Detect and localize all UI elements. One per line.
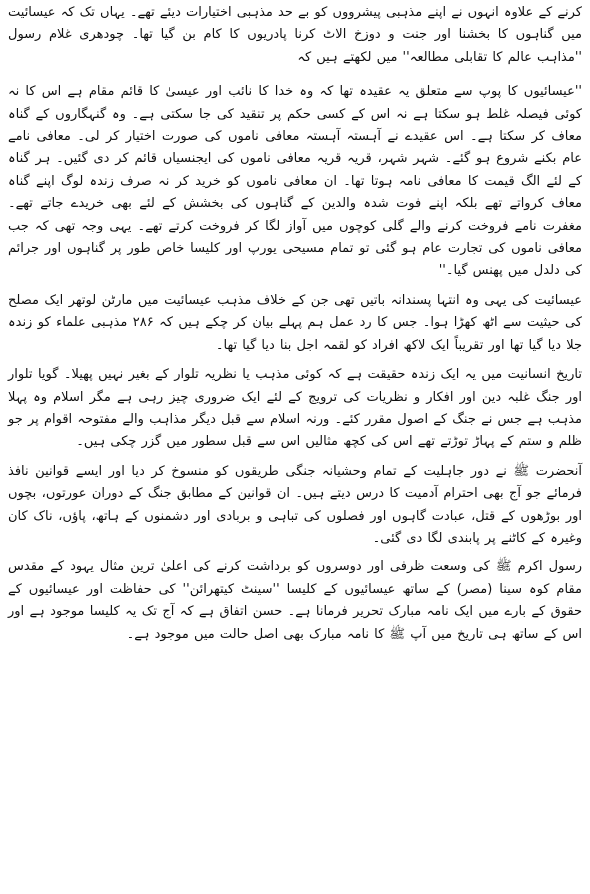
paragraph-prophet-laws: آنحضرت ﷺ نے دور جاہلیت کے تمام وحشیانہ جنگی طریقوں کو منسوخ کر دیا اور ایسے قوانین نافذ فرمائے جو آج بھی احترام آدمیت کا درس دیتے ہیں۔ ان قوانین کے مطابق جنگ کے دوران عورتوں، بچوں اور بوڑھوں کے قتل، عبادت گاہوں اور فصلوں کی تباہی و بربادی اور دشمنوں کے ہاتھ، پاؤں، ناک کان وغیرہ کے کاٹنے پر پابندی لگا دی گئی۔	[8, 463, 582, 546]
paragraph-intro: کرنے کے علاوہ انہوں نے اپنے مذہبی پیشرووں کو بے حد مذہبی اختیارات دیئے تھے۔ یہاں تک کہ عیسائیت میں گناہوں کا بخشنا اور جنت و دوزخ الاٹ کرنا پادریوں کا کام بن گیا تھا۔ چودھری غلام رسول ''مذاہب عالم کا تقابلی مطالعہ'' میں لکھتے ہیں کہ	[8, 5, 582, 65]
paragraph-reform: عیسائیت کی یہی وہ انتہا پسندانہ باتیں تھی جن کے خلاف مذہب عیسائیت میں مارٹن لوتھر ایک مصلح کی حیثیت سے اٹھ کھڑا ہوا۔ جس کا رد عمل ہم پہلے بیان کر چکے ہیں کہ ۲۸۶ مذہبی علماء کو زندہ جلا دیا گیا تھا اور تقریباً ایک لاکھ افراد کو لقمہ اجل بنا دیا گیا تھا۔	[8, 292, 582, 353]
paragraph-quote: ''عیسائیوں کا پوپ سے متعلق یہ عقیدہ تھا کہ وہ خدا کا نائب اور عیسیٰ کا قائم مقام ہے اس کا نہ کوئی فیصلہ غلط ہو سکتا ہے نہ اس کے کسی حکم پر تنقید کی جا سکتی ہے۔ وہ گنہگاروں کے گناہ معاف کر سکتا ہے۔ اس عقیدے نے آہستہ آہستہ معافی ناموں کی صورت اختیار کر لی۔ معافی نامے عام بکنے شروع ہو گئے۔ شہر شہر، قریہ قریہ معافی ناموں کی ایجنسیاں قائم کر دی گئیں۔ ہر گناہ کے لئے الگ قیمت کا معافی نامہ ہوتا تھا۔ ان معافی ناموں کو خرید کر نہ صرف زندہ لوگ اپنے گناہ معاف کرواتے تھے بلکہ اپنے فوت شدہ والدین کے گناہوں کی بخشش کے لئے بھی خریدے جاتے تھے۔ مغفرت نامے فروخت کرنے والے گلی کوچوں میں آواز لگا کر فروخت کرتے تھے۔ یہی وجہ تھی کہ جب معافی ناموں کی تجارت عام ہو گئی تو تمام مسیحی یورپ اور کلیسا خاص طور پر گناہوں اور جرائم کی دلدل میں پھنس گیا۔''	[8, 84, 582, 279]
paragraph-sinai: رسول اکرم ﷺ کی وسعت ظرفی اور دوسروں کو برداشت کرنے کی اعلیٰ ترین مثال یہود کے مقدس مقام کوہ سینا (مصر) کے ساتھ عیسائیوں کے کلیسا ''سینٹ کیتھرائن'' کی حفاظت اور عیسائیوں کے حقوق کے بارے میں ایک نامہ مبارک تحریر فرمانا ہے۔ حسن اتفاق ہے کہ آج تک یہ کلیسا موجود ہے اور اس کے ساتھ ہی تاریخ میں آپ ﷺ کا نامہ مبارک بھی اصل حالت میں موجود ہے۔	[8, 559, 582, 642]
paragraph-history: تاریخ انسانیت میں یہ ایک زندہ حقیقت ہے کہ کوئی مذہب یا نظریہ تلوار کے بغیر نہیں پھیلا۔ گویا تلوار اور جنگ غلبہ دین اور افکار و نظریات کی ترویج کے لئے ایک ضروری چیز رہی ہے مگر اسلام وہ پہلا مذہب ہے جس نے جنگ کے اصول مقرر کئے۔ ورنہ اسلام سے قبل دیگر مذاہب والے مفتوحہ اقوام پر جو ظلم و ستم کے پہاڑ توڑتے تھے اس کی کچھ مثالیں اس سے قبل سطور میں گزر چکی ہیں۔	[8, 367, 582, 450]
